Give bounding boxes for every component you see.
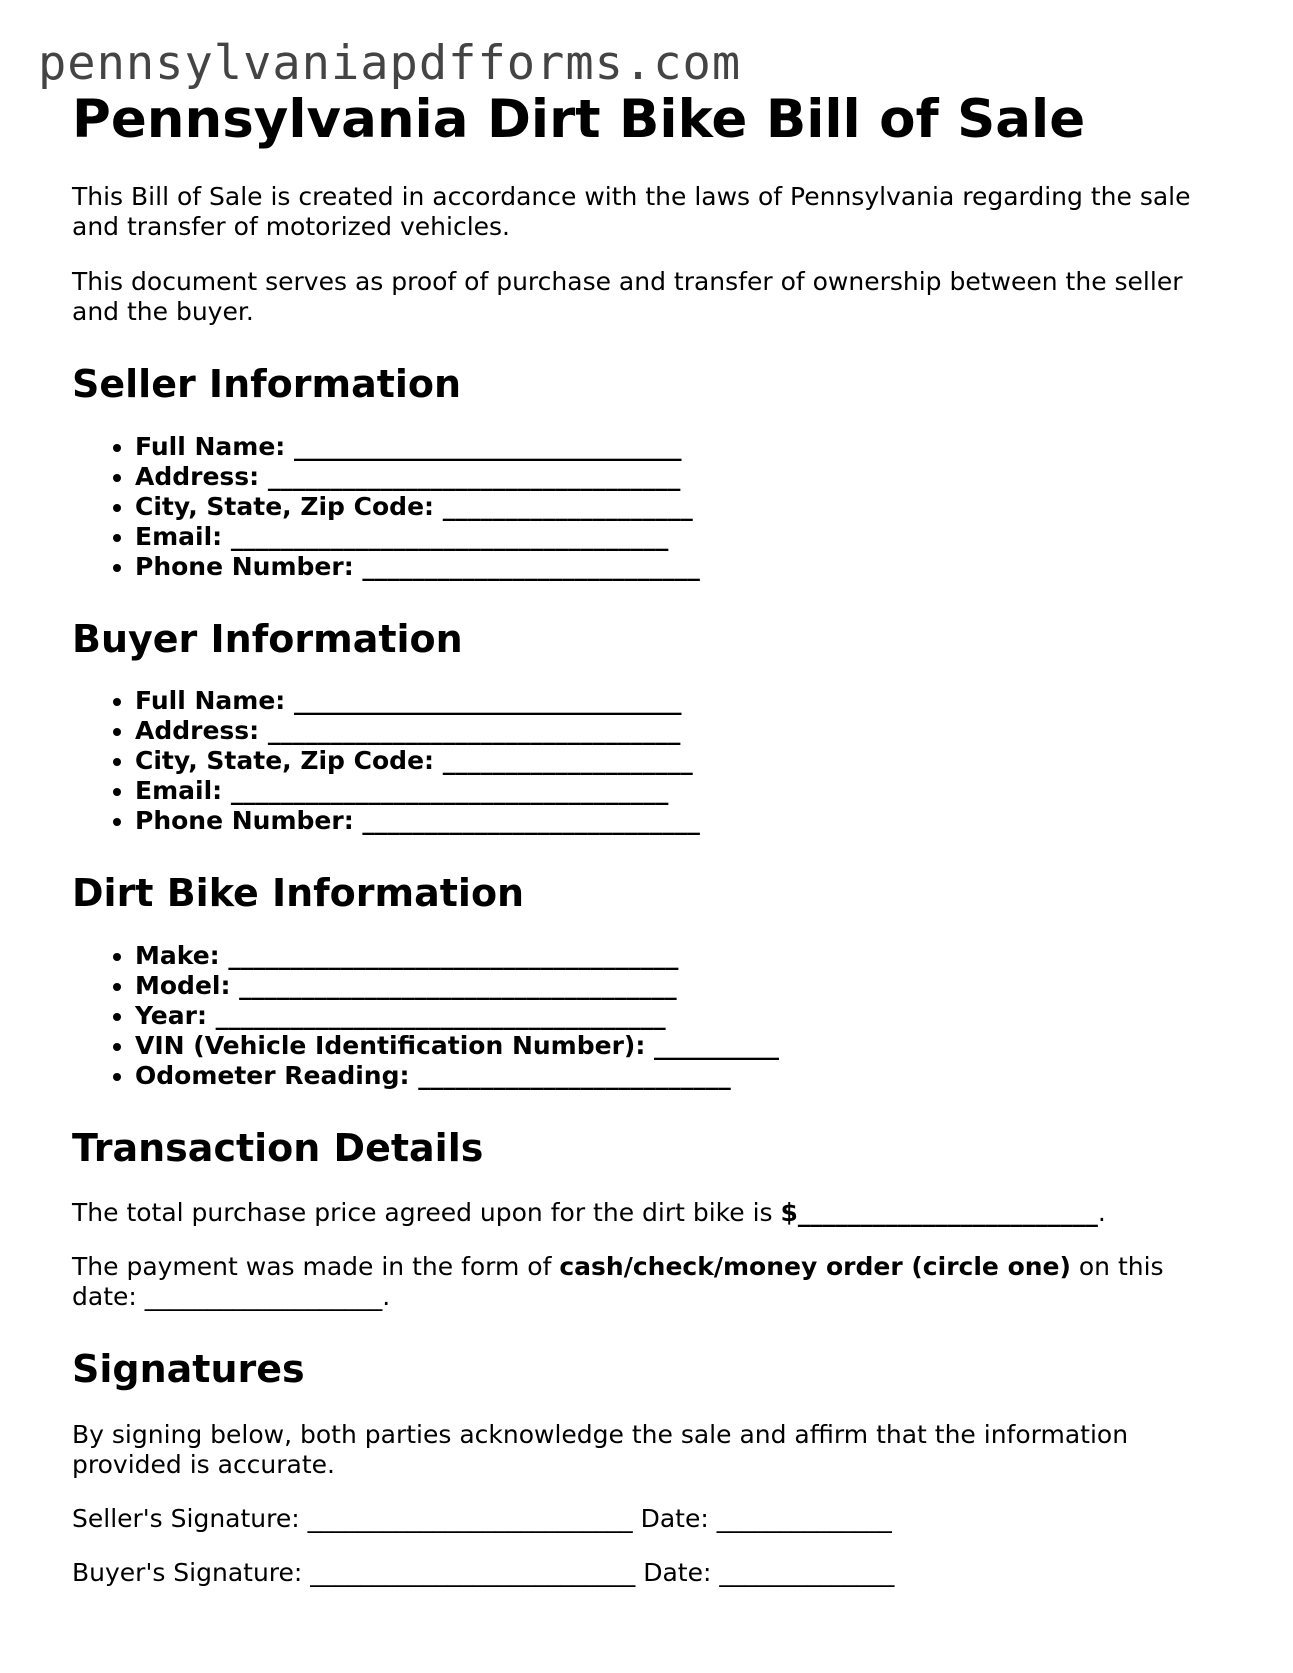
payment-method-options[interactable]: cash/check/money order (circle one) [559, 1252, 1071, 1282]
watermark: pennsylvaniapdfforms.com [38, 36, 742, 91]
bike-section-heading: Dirt Bike Information [72, 871, 525, 916]
buyer-signature-line[interactable]: Buyer's Signature: __________________________ Date: ______________ [72, 1557, 895, 1587]
buyer-field-list [72, 686, 1222, 836]
bike-model-field[interactable]: • Model: ___________________________________ [135, 971, 1222, 1001]
purchase-price-field[interactable]: $________________________ [780, 1198, 1098, 1228]
bike-make-field[interactable]: • Make: ____________________________________ [135, 941, 1222, 971]
intro-paragraph: This Bill of Sale is created in accordance with the laws of Pennsylvania regarding the sale and transfer of motorized vehicles. [72, 181, 1191, 241]
seller-phone-field[interactable]: • Phone Number: ___________________________ [135, 552, 1222, 582]
document-body [72, 90, 1222, 1588]
acknowledgement-statement: By signing below, both parties acknowledge the sale and affirm that the information provided is accurate. [72, 1419, 1129, 1479]
buyer-phone-field[interactable]: • Phone Number: ___________________________ [135, 806, 1222, 836]
seller-email-field[interactable]: • Email: ___________________________________ [135, 522, 1222, 552]
seller-address-field[interactable]: • Address: _________________________________ [135, 462, 1222, 492]
bike-odometer-field[interactable]: • Odometer Reading: _________________________ [135, 1061, 1222, 1091]
seller-city-state-zip-field[interactable]: • City, State, Zip Code: ____________________ [135, 492, 1222, 522]
bike-vin-field[interactable]: • VIN (Vehicle Identification Number): __________ [135, 1031, 1222, 1061]
signatures-section-heading: Signatures [72, 1347, 305, 1392]
seller-full-name-field[interactable]: • Full Name: _______________________________ [135, 432, 1222, 462]
payment-date-field[interactable]: on this date: ___________________. [72, 1252, 1164, 1312]
bike-year-field[interactable]: • Year: ____________________________________ [135, 1001, 1222, 1031]
payment-prefix-text: The payment was made in the form of [72, 1252, 560, 1282]
seller-section-heading: Seller Information [72, 361, 462, 406]
buyer-city-state-zip-field[interactable]: • City, State, Zip Code: ____________________ [135, 746, 1222, 776]
buyer-email-field[interactable]: • Email: ___________________________________ [135, 776, 1222, 806]
page-title: Pennsylvania Dirt Bike Bill of Sale [72, 89, 1086, 150]
buyer-address-field[interactable]: • Address: _________________________________ [135, 716, 1222, 746]
transaction-section-heading: Transaction Details [72, 1125, 484, 1170]
bike-field-list [72, 941, 1222, 1091]
intro-paragraph: This document serves as proof of purchase and transfer of ownership between the seller and the buyer. [72, 266, 1183, 326]
price-suffix-text: . [1097, 1198, 1106, 1228]
purchase-price-statement [72, 1198, 1222, 1228]
buyer-full-name-field[interactable]: • Full Name: _______________________________ [135, 686, 1222, 716]
seller-signature-line[interactable]: Seller's Signature: __________________________ Date: ______________ [72, 1503, 892, 1533]
buyer-section-heading: Buyer Information [72, 616, 463, 661]
price-prefix-text: The total purchase price agreed upon for the dirt bike is [72, 1198, 781, 1228]
seller-field-list [72, 432, 1222, 582]
payment-method-statement [72, 1252, 1222, 1312]
